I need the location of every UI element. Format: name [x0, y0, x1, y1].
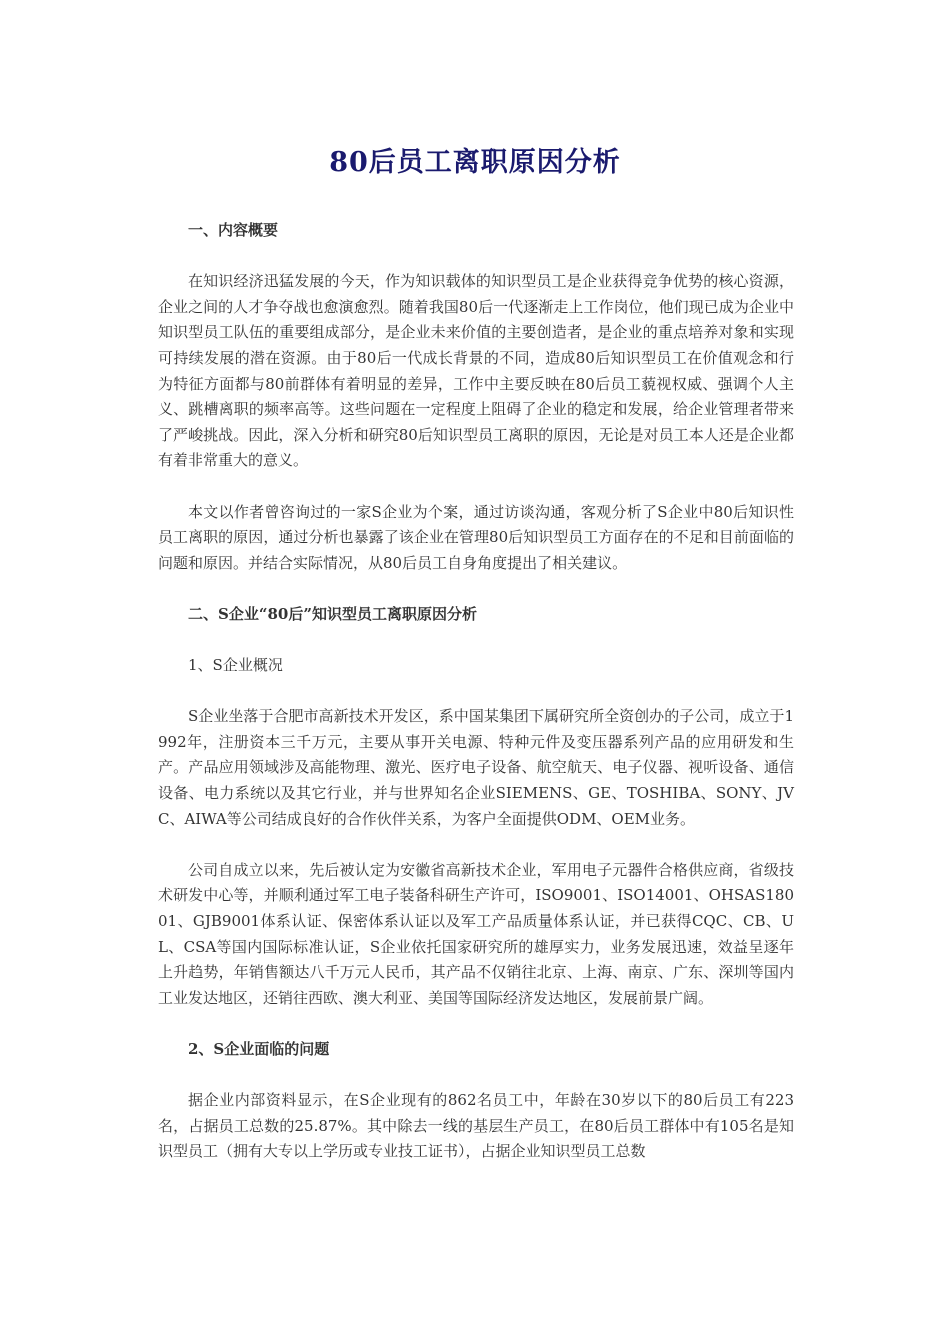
section-heading-1: 一、内容概要	[188, 221, 279, 239]
paragraph-company-overview-2: 公司自成立以来，先后被认定为安徽省高新技术企业，军用电子元器件合格供应商，省级技术研发中心等，并顺利通过军工电子装备科研生产许可，ISO9001、ISO14001、OHSAS18001、GJB9001体系认证、保密体系认证以及军工产品质量体系认证，并已获得CQC、CB、UL、CSA等国内国际标准认证，S企业依托国家研究所的雄厚实力，业务发展迅速，效益呈逐年上升趋势，年销售额达八千万元人民币，其产品不仅销往北京、上海、南京、广东、深圳等国内工业发达地区，还销往西欧、澳大利亚、美国等国际经济发达地区，发展前景广阔。	[158, 860, 794, 1007]
subsection-heading-2: 2、S企业面临的问题	[188, 1040, 330, 1058]
paragraph-summary-2: 本文以作者曾咨询过的一家S企业为个案，通过访谈沟通，客观分析了S企业中80后知识性员工离职的原因，通过分析也暴露了该企业在管理80后知识型员工方面存在的不足和目前面临的问题和原因。并结合实际情况，从80后员工自身角度提出了相关建议。	[158, 502, 794, 572]
subsection-heading-1: 1、S企业概况	[188, 656, 283, 675]
section-heading-2: 二、S企业“80后”知识型员工离职原因分析	[188, 604, 477, 623]
paragraph-company-overview-1: S企业坐落于合肥市高新技术开发区，系中国某集团下属研究所全资创办的子公司，成立于1992年，注册资本三千万元，主要从事开关电源、特种元件及变压器系列产品的应用研发和生产。产品应用领域涉及高能物理、激光、医疗电子设备、航空航天、电子仪器、视听设备、通信设备、电力系统以及其它行业，并与世界知名企业SIEMENS、GE、TOSHIBA、SONY、JVC、AIWA等公司结成良好的合作伙伴关系，为客户全面提供ODM、OEM业务。	[158, 707, 794, 828]
document-title: 80后员工离职原因分析	[329, 147, 621, 178]
document-body	[158, 218, 794, 1191]
paragraph-problems-1: 据企业内部资料显示，在S企业现有的862名员工中，年龄在30岁以下的80后员工有223名，占据员工总数的25.87%。其中除去一线的基层生产员工，在80后员工群体中有105名是知识型员工（拥有大专以上学历或专业技工证书），占据企业知识型员工总数	[158, 1091, 794, 1161]
paragraph-summary-1: 在知识经济迅猛发展的今天，作为知识载体的知识型员工是企业获得竞争优势的核心资源，企业之间的人才争夺战也愈演愈烈。随着我国80后一代逐渐走上工作岗位，他们现已成为企业中知识型员工队伍的重要组成部分，是企业未来价值的主要创造者，是企业的重点培养对象和实现可持续发展的潜在资源。由于80后一代成长背景的不同，造成80后知识型员工在价值观念和行为特征方面都与80前群体有着明显的差异，工作中主要反映在80后员工藐视权威、强调个人主义、跳槽离职的频率高等。这些问题在一定程度上阻碍了企业的稳定和发展，给企业管理者带来了严峻挑战。因此，深入分析和研究80后知识型员工离职的原因，无论是对员工本人还是企业都有着非常重大的意义。	[158, 272, 794, 470]
